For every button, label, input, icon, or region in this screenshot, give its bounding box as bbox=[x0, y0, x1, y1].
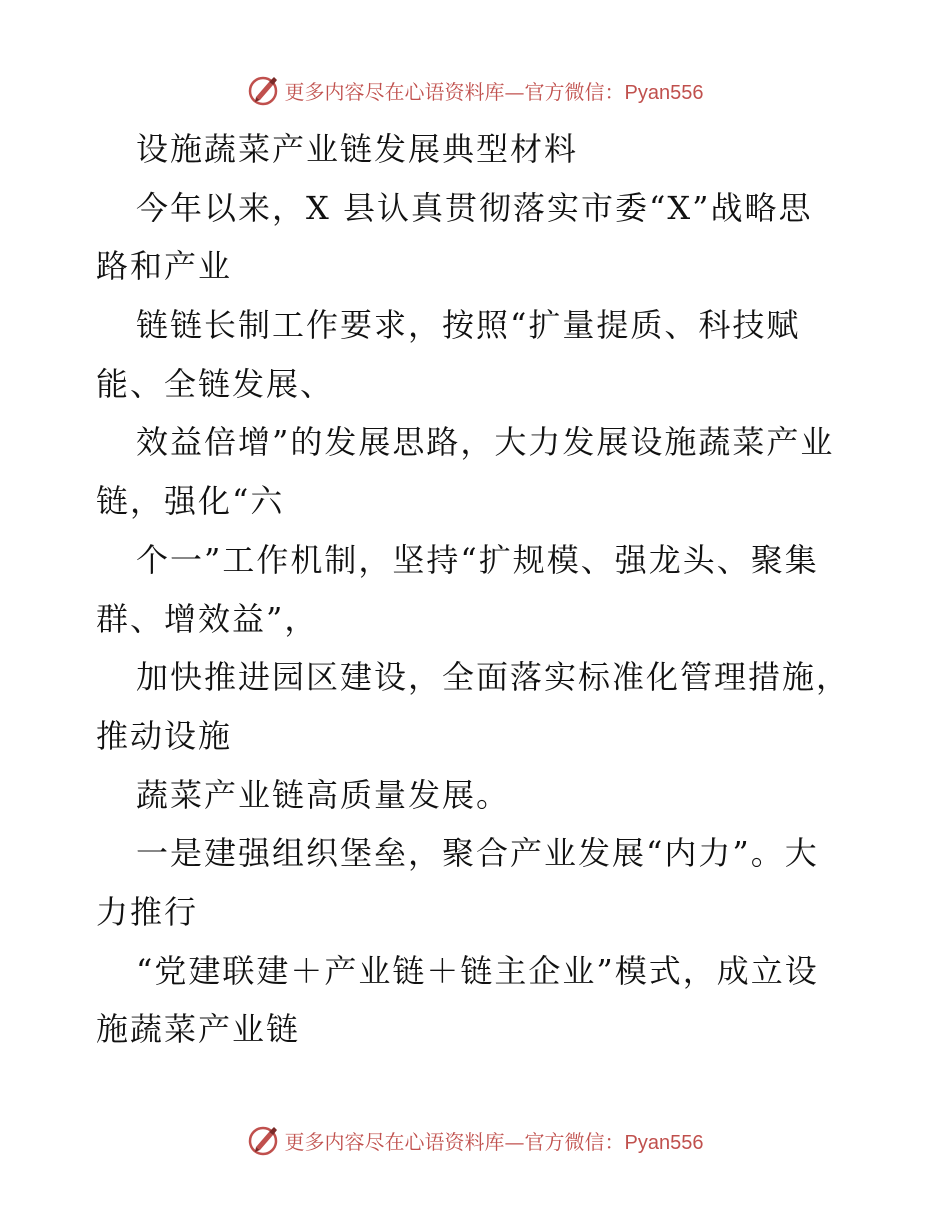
pen-logo-icon bbox=[247, 1123, 281, 1157]
footer-banner-account: Pyan556 bbox=[624, 1131, 704, 1154]
text-line: 加快推进园区建设，全面落实标准化管理措施， bbox=[136, 658, 851, 697]
text-line: 施蔬菜产业链 bbox=[96, 1010, 301, 1049]
footer-banner bbox=[0, 1120, 950, 1160]
text-line: 效益倍增”的发展思路，大力发展设施蔬菜产业 bbox=[136, 423, 835, 462]
text-line: 链链长制工作要求，按照“扩量提质、科技赋 bbox=[136, 306, 801, 345]
header-banner-text bbox=[285, 76, 704, 105]
header-banner-account: Pyan556 bbox=[624, 81, 704, 104]
text-line: “党建联建＋产业链＋链主企业”模式，成立设 bbox=[136, 951, 819, 990]
header-banner-slogan: 更多内容尽在心语资料库—官方微信： bbox=[284, 79, 625, 104]
text-line: 群、增效益”， bbox=[96, 599, 319, 638]
text-line: 今年以来，X 县认真贯彻落实市委“X”战略思 bbox=[136, 188, 813, 227]
header-banner-inner bbox=[247, 73, 704, 107]
footer-banner-inner bbox=[247, 1123, 704, 1157]
pen-logo-icon bbox=[247, 73, 281, 107]
text-line: 设施蔬菜产业链发展典型材料 bbox=[136, 130, 579, 168]
text-line: 推动设施 bbox=[96, 716, 233, 755]
text-line: 个一”工作机制，坚持“扩规模、强龙头、聚集 bbox=[136, 540, 819, 579]
header-banner bbox=[0, 70, 950, 110]
footer-banner-text bbox=[285, 1126, 704, 1155]
text-line: 能、全链发展、 bbox=[96, 364, 335, 403]
text-line: 链，强化“六 bbox=[96, 482, 285, 521]
text-line: 路和产业 bbox=[96, 247, 233, 286]
footer-banner-slogan: 更多内容尽在心语资料库—官方微信： bbox=[284, 1129, 625, 1154]
text-line: 力推行 bbox=[96, 892, 199, 931]
document-body bbox=[96, 120, 866, 1059]
text-line: 蔬菜产业链高质量发展。 bbox=[136, 775, 511, 814]
text-line: 一是建强组织堡垒，聚合产业发展“内力”。大 bbox=[136, 834, 819, 873]
